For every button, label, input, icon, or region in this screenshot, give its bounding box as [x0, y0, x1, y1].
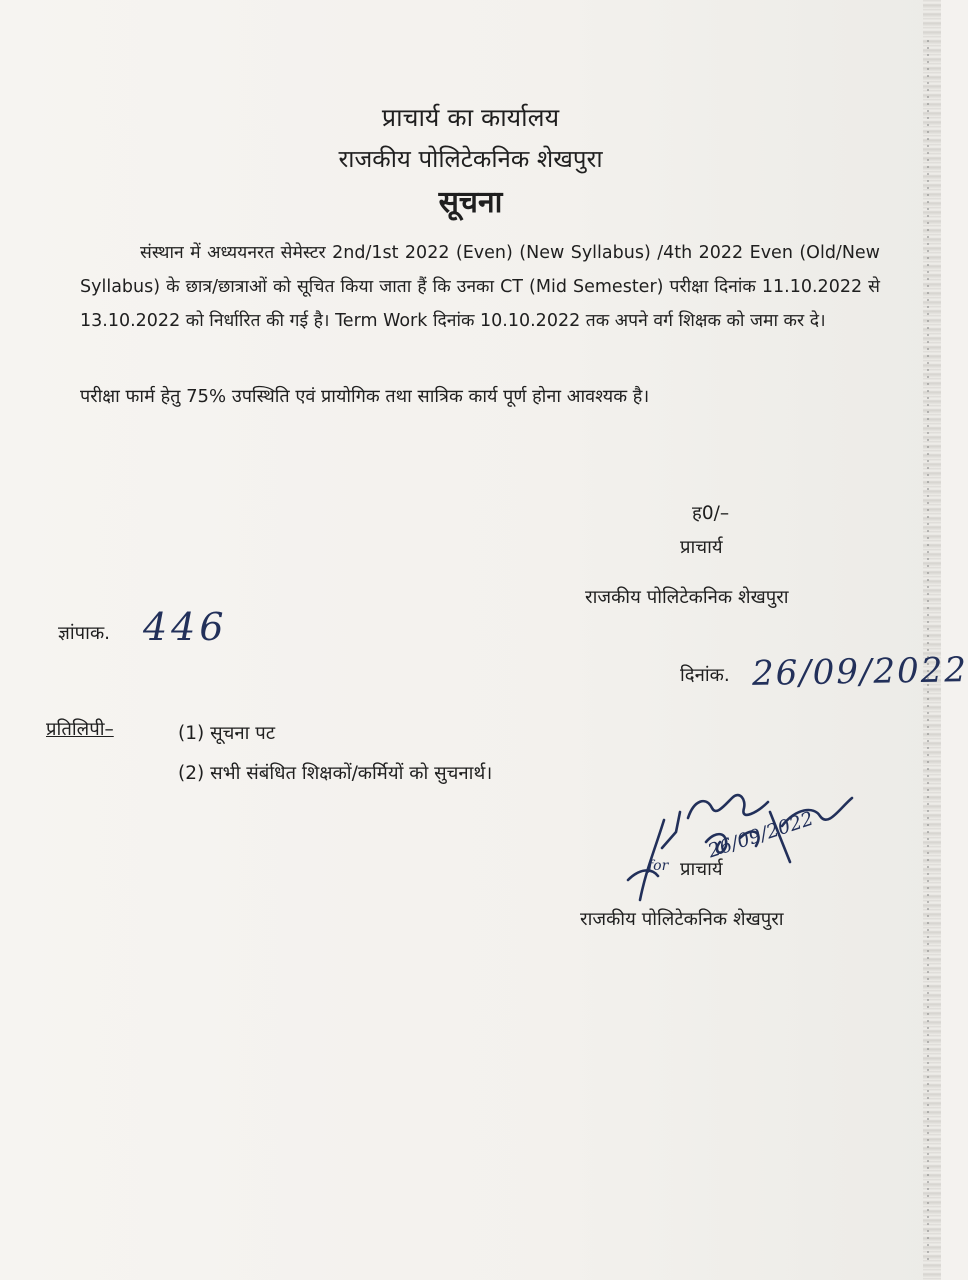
notice-title: सूचना	[438, 185, 503, 220]
notice-paragraph-1: संस्थान में अध्ययनरत सेमेस्टर 2nd/1st 2022 (Even) (New Syllabus) /4th 2022 Even (Old/New Syllabus) के छात्र/छात्राओं को सूचित किया जाता हैं कि उनका CT (Mid Semester) परीक्षा दिनांक 11.10.2022 से 13.10.2022 को निर्धारित की गई है। Term Work दिनांक 10.10.2022 तक अपने वर्ग शिक्षक को जमा कर दे।	[80, 243, 880, 331]
signature-for-prefix: for	[648, 858, 669, 874]
notice-paragraph-2: परीक्षा फार्म हेतु 75% उपस्थिति एवं प्रायोगिक तथा सात्रिक कार्य पूर्ण होना आवश्यक है।	[80, 386, 650, 407]
copy-to-item-2: (2) सभी संबंधित शिक्षकों/कर्मियों को सुचनार्थ।	[178, 763, 493, 784]
date-value: 26/09/2022	[751, 650, 968, 694]
signed-mark: ह0/–	[692, 503, 730, 524]
principal-institute-2: राजकीय पोलिटेकनिक शेखपुरा	[580, 909, 784, 930]
principal-institute: राजकीय पोलिटेकनिक शेखपुरा	[585, 587, 789, 608]
copy-to-item-1: (1) सूचना पट	[178, 723, 276, 744]
principal-designation-2: प्राचार्य	[680, 859, 723, 880]
memo-number: 446	[143, 605, 228, 649]
principal-designation: प्राचार्य	[680, 537, 723, 558]
signature-date: 26/09/2022	[705, 807, 817, 863]
institute-heading: राजकीय पोलिटेकनिक शेखपुरा	[338, 145, 603, 173]
copy-to-label: प्रतिलिपी–	[46, 719, 114, 740]
office-heading: प्राचार्य का कार्यालय	[381, 103, 560, 132]
date-label: दिनांक.	[680, 665, 730, 686]
memo-label: ज्ञांपाक.	[58, 623, 111, 644]
